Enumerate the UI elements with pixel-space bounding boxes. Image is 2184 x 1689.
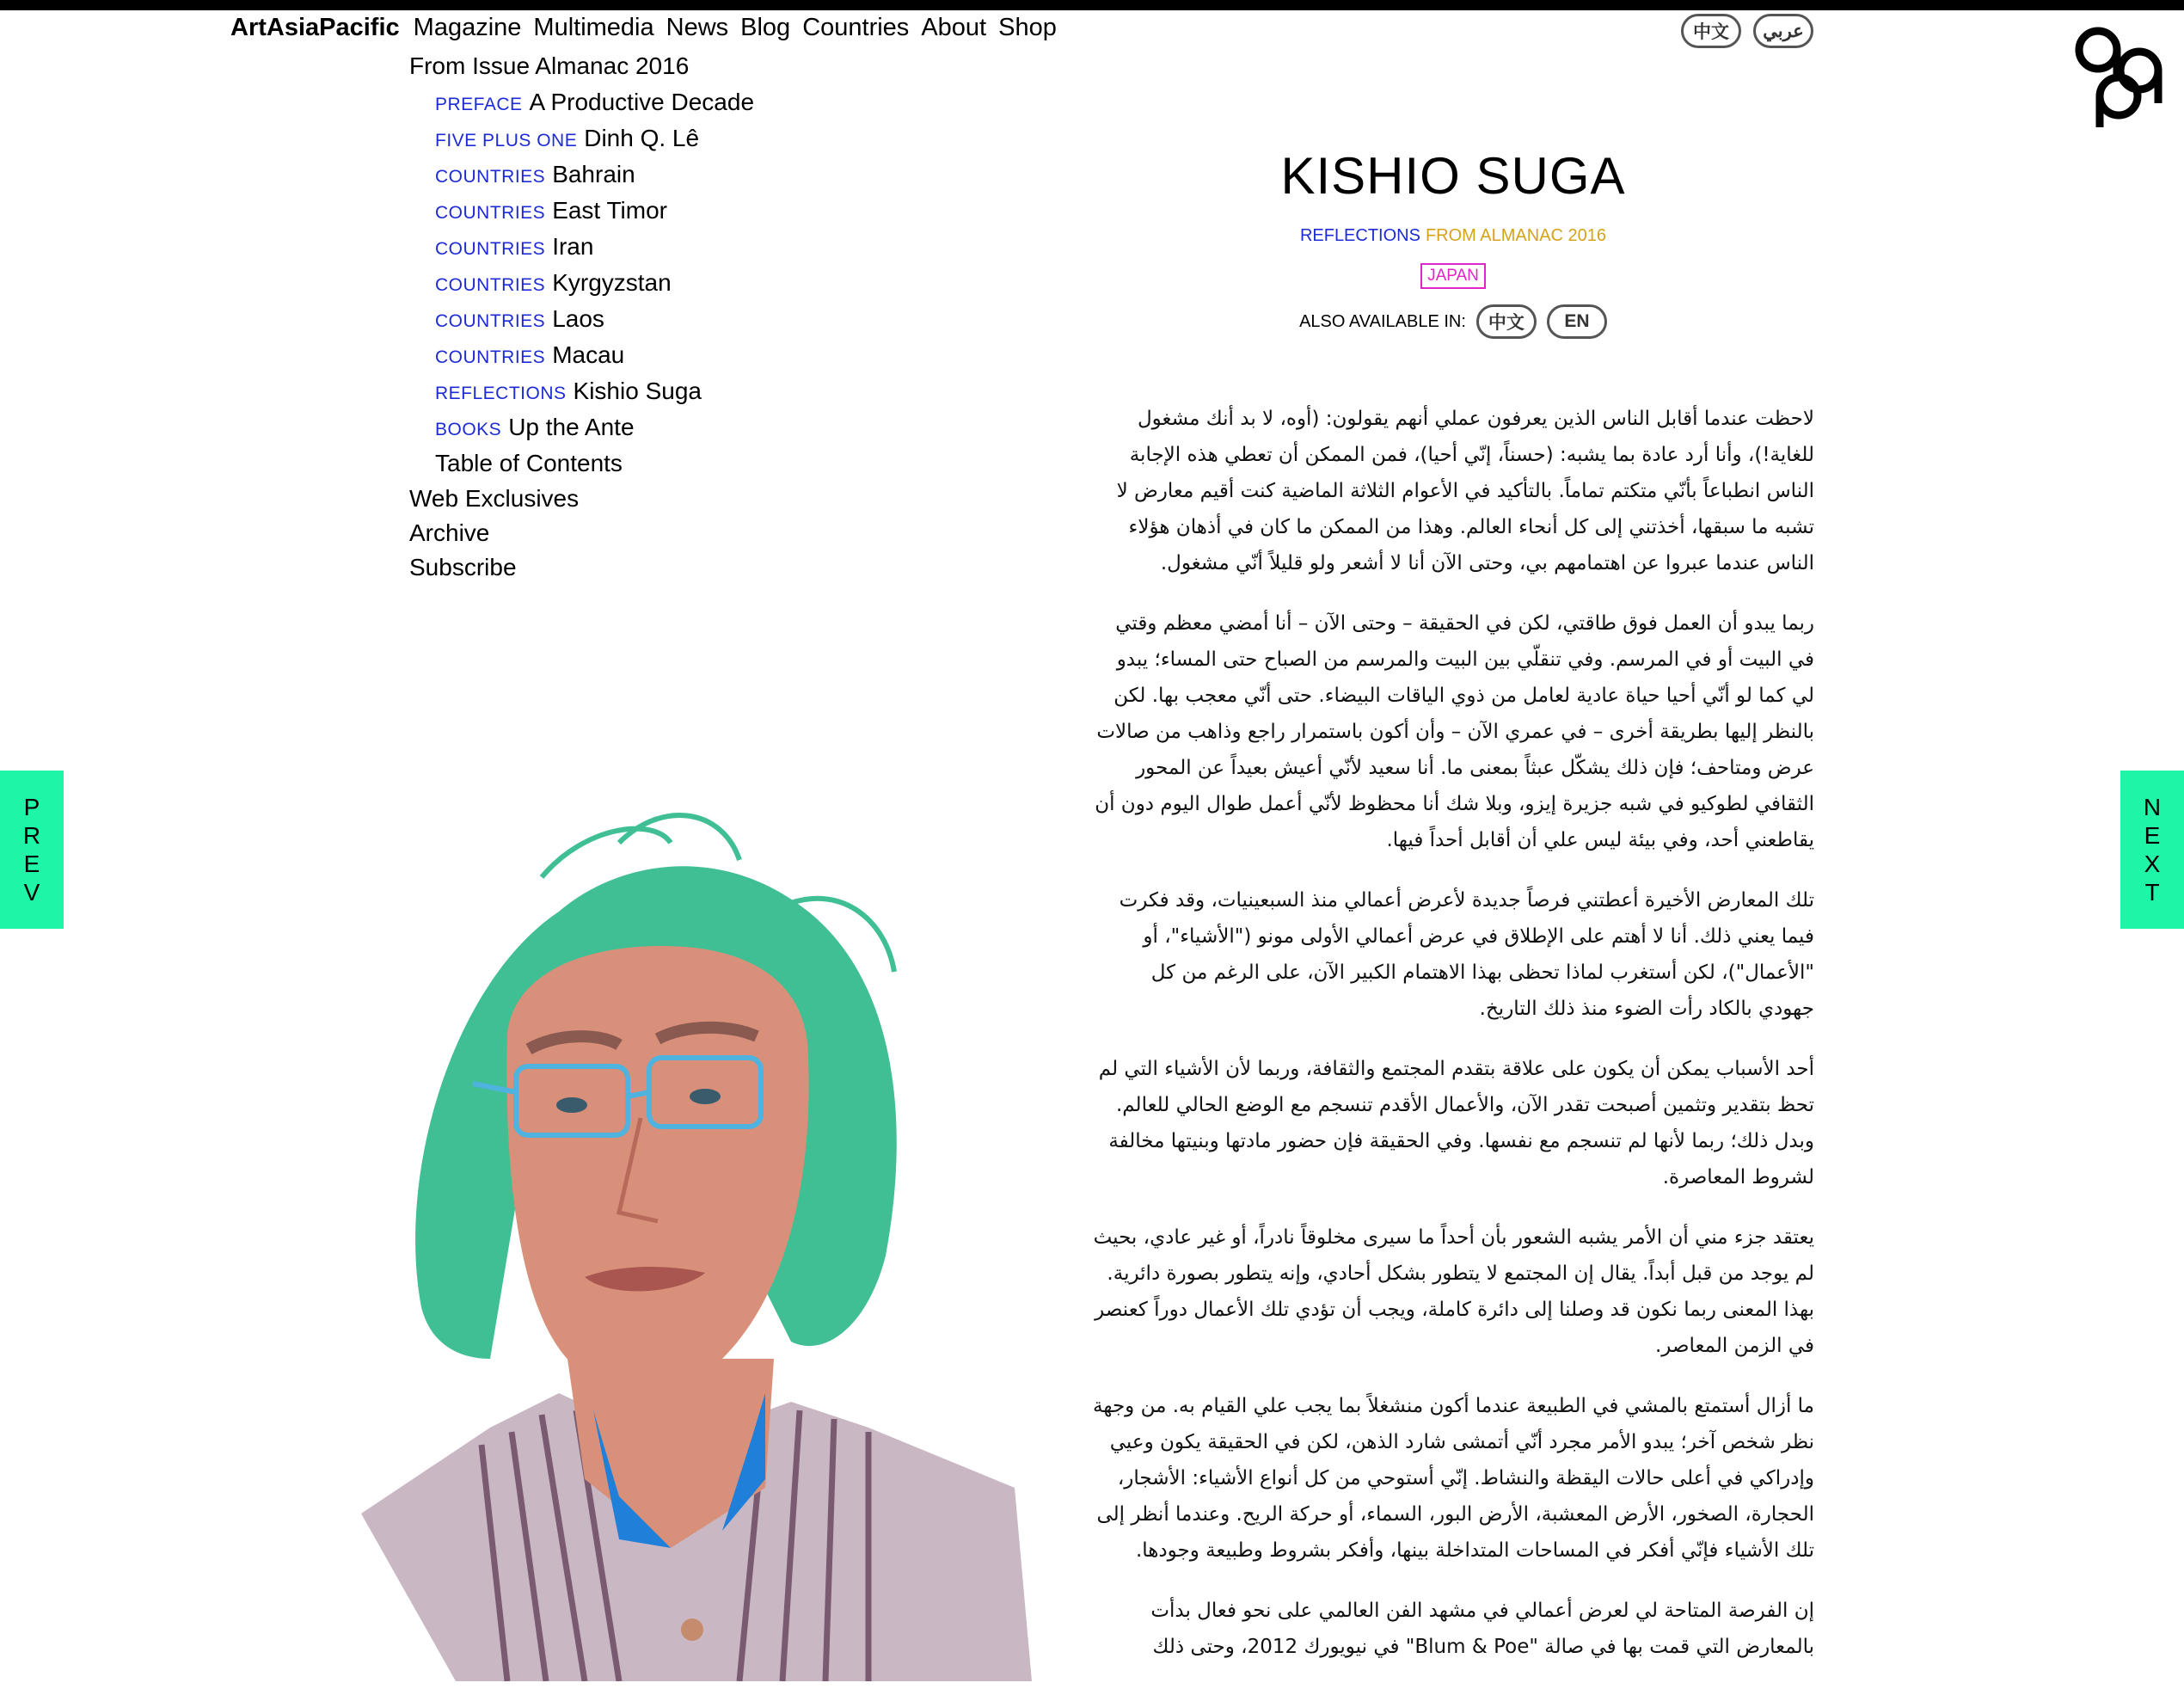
issue-label[interactable]: From Issue Almanac 2016 bbox=[409, 52, 690, 79]
menu-item[interactable] bbox=[435, 84, 754, 120]
top-border bbox=[0, 0, 2184, 10]
menu-item[interactable] bbox=[435, 301, 754, 337]
next-letter: E bbox=[2144, 822, 2161, 849]
aap-logo-icon[interactable] bbox=[2064, 17, 2177, 131]
menu-item-section: BOOKS bbox=[435, 420, 502, 439]
menu-item-title: Dinh Q. Lê bbox=[584, 125, 700, 151]
next-letter: T bbox=[2144, 879, 2160, 906]
article-header bbox=[1195, 142, 1711, 339]
brand-link[interactable]: ArtAsiaPacific bbox=[230, 14, 400, 41]
nav-item-magazine[interactable]: Magazine bbox=[413, 14, 522, 41]
menu-item[interactable] bbox=[435, 157, 754, 193]
prev-letter: P bbox=[23, 794, 40, 820]
menu-item-title: Table of Contents bbox=[435, 450, 623, 476]
subscribe-link[interactable]: Subscribe bbox=[409, 554, 517, 580]
article-meta bbox=[1195, 226, 1711, 246]
paragraph: ما أزال أستمتع بالمشي في الطبيعة عندما أكون منشغلاً بما يجب علي القيام به. من وجهة نظر شخص آخر؛ يبدو الأمر مجرد أنّي أتمشى شارد الذهن، لكن في الحقيقة يكون وعيي وإدراكي في أعلى حالات اليقظة والنشاط. إنّي أستوحي من كل أنواع الأشياء: الأشجار، الحجارة، الصخور، الأرض المعشبة، الأرض البور، السماء، أو حركة الريح. وعندما أنظر إلى تلك الأشياء فإنّي أفكر في المساحات المتداخلة بينها، وأفكر بشروط وطبيعة وجودها. bbox=[1093, 1395, 1814, 1562]
menu-item-section: FIVE PLUS ONE bbox=[435, 131, 578, 150]
menu-item-title: A Productive Decade bbox=[529, 89, 755, 115]
menu-item-title: East Timor bbox=[552, 197, 667, 224]
main-nav bbox=[230, 14, 1069, 48]
issue-menu bbox=[409, 48, 754, 585]
menu-item-title: Kishio Suga bbox=[573, 378, 702, 404]
prev-letter: E bbox=[23, 851, 40, 877]
prev-letter: V bbox=[23, 879, 40, 906]
menu-item-current[interactable] bbox=[435, 373, 754, 409]
also-english-button[interactable]: EN bbox=[1547, 304, 1607, 339]
menu-item-section: COUNTRIES bbox=[435, 167, 546, 187]
paragraph: إن الفرصة المتاحة لي لعرض أعمالي في مشهد الفن العالمي على نحو فعال بدأت بالمعارض التي قمت بها في صالة "Blum & Poe" في نيويورك 2012، وحتى ذلك bbox=[1150, 1600, 1814, 1658]
also-available-label: ALSO AVAILABLE IN: bbox=[1299, 311, 1466, 331]
next-button[interactable] bbox=[2120, 771, 2184, 929]
menu-item-section: REFLECTIONS bbox=[435, 384, 567, 403]
artist-portrait-illustration bbox=[361, 808, 1032, 1681]
menu-item[interactable] bbox=[435, 120, 754, 157]
menu-item[interactable] bbox=[435, 229, 754, 265]
lang-chinese-button[interactable]: 中文 bbox=[1681, 14, 1741, 48]
also-chinese-button[interactable]: 中文 bbox=[1476, 304, 1537, 339]
menu-item-title: Laos bbox=[552, 305, 604, 332]
language-switch bbox=[1681, 14, 1813, 48]
menu-item-title: Up the Ante bbox=[508, 414, 635, 440]
next-letter: N bbox=[2143, 794, 2162, 820]
menu-item-section: COUNTRIES bbox=[435, 311, 546, 331]
prev-letter: R bbox=[22, 822, 41, 849]
nav-item-blog[interactable]: Blog bbox=[740, 14, 791, 41]
nav-item-countries[interactable]: Countries bbox=[802, 14, 910, 41]
menu-item-toc[interactable] bbox=[435, 445, 754, 482]
menu-item-section: PREFACE bbox=[435, 95, 523, 114]
nav-item-about[interactable]: About bbox=[921, 14, 987, 41]
menu-item[interactable] bbox=[435, 337, 754, 373]
nav-item-shop[interactable]: Shop bbox=[998, 14, 1057, 41]
menu-item-title: Macau bbox=[552, 341, 625, 368]
section-link[interactable]: REFLECTIONS bbox=[1299, 226, 1420, 245]
menu-item[interactable] bbox=[435, 265, 754, 301]
menu-item[interactable] bbox=[435, 193, 754, 229]
menu-item-title: Kyrgyzstan bbox=[552, 269, 672, 296]
nav-item-news[interactable]: News bbox=[666, 14, 729, 41]
menu-item-section: COUNTRIES bbox=[435, 347, 546, 367]
menu-item-title: Iran bbox=[552, 233, 594, 260]
prev-button[interactable] bbox=[0, 771, 64, 929]
menu-item-section: COUNTRIES bbox=[435, 203, 546, 223]
paragraph: لاحظت عندما أقابل الناس الذين يعرفون عملي أنهم يقولون: (أوه، لا بد أنك مشغول للغاية!)، وأنا أرد عادة بما يشبه: (حسناً، إنّي أحيا)، فمن الممكن أن تعطي هذه الإجابة الناس انطباعاً بأنّي متكتم تماماً. بالتأكيد في الأعوام الثلاثة الماضية كنت أقيم معارض لا تشبه ما سبقها، أخذتني إلى كل أنحاء العالم. وهذا من الممكن ما كان في أذهان هؤلاء الناس عندما عبروا عن اهتمامهم بي، وحتى الآن أنا لا أشعر ولو قليلاً أنّي مشغول. bbox=[1116, 408, 1814, 574]
menu-item[interactable] bbox=[435, 409, 754, 445]
article-body bbox=[1092, 401, 1814, 1689]
next-letter: X bbox=[2144, 851, 2161, 877]
menu-item-section: COUNTRIES bbox=[435, 275, 546, 295]
paragraph: تلك المعارض الأخيرة أعطتني فرصاً جديدة لأعرض أعمالي منذ السبعينيات، وقد فكرت فيما يعني ذلك. أنا لا أهتم على الإطلاق في عرض أعمالي الأولى مونو ("الأشياء"، أو "الأعمال")، لكن أستغرب لماذا تحظى بهذا الاهتمام الكبير الآن، على الرغم من كل جهودي بالكاد رأت الضوء منذ ذلك التاريخ. bbox=[1119, 889, 1814, 1020]
issue-entries bbox=[409, 84, 754, 482]
menu-item-title: Bahrain bbox=[552, 161, 635, 187]
paragraph: ربما يبدو أن العمل فوق طاقتي، لكن في الحقيقة – وحتى الآن – أنا أمضي معظم وقتي في البيت أو في المرسم. وفي تنقلّي بين البيت والمرسم من الصباح حتى المساء؛ يبدو لي كما لو أنّي أحيا حياة عادية لعامل من ذوي الياقات البيضاء. حتى أنّي معجب بها. لكن بالنظر إليها بطريقة أخرى – في عمري الآن – وأن أكون باستمرار راجع وذاهب من صالات عرض ومتاحف؛ فإن ذلك يشكّل عبثاً بمعنى ما. أنا سعيد لأنّي أعيش بعيداً عن المحور الثقافي لطوكيو في شبه جزيرة إيزو، وبلا شك أنا محظوظ لأنّي أعمل طوال اليوم دون أن يقاطعني أحد، وفي بيئة ليس علي أن أقابل أحداً فيها. bbox=[1095, 612, 1814, 851]
web-exclusives-link[interactable]: Web Exclusives bbox=[409, 485, 580, 512]
nav-item-multimedia[interactable]: Multimedia bbox=[533, 14, 654, 41]
also-available bbox=[1195, 304, 1711, 339]
lang-arabic-button[interactable]: عربي bbox=[1753, 14, 1813, 48]
paragraph: يعتقد جزء مني أن الأمر يشبه الشعور بأن أحداً ما سيرى مخلوقاً نادراً، أو غير عادي، بحيث لم يوجد من قبل أبداً. يقال إن المجتمع لا يتطور بشكل أحادي، وإنه يتطور بصورة دائرية. بهذا المعنى ربما نكون قد وصلنا إلى دائرة كاملة، ويجب أن تؤدي تلك الأعمال دوراً كعنصر في الزمن المعاصر. bbox=[1093, 1226, 1814, 1357]
archive-link[interactable]: Archive bbox=[409, 519, 490, 546]
paragraph: أحد الأسباب يمكن أن يكون على علاقة بتقدم المجتمع والثقافة، وربما لأن الأشياء التي لم تحظ بتقدير وتثمين أصبحت تقدر الآن، والأعمال الأقدم تنسجم مع الوضع الحالي للعالم. وبدل ذلك؛ ربما لأنها لم تنسجم مع نفسها. وفي الحقيقة فإن حضور مادتها وبنيتها مخالفة لشروط المعاصرة. bbox=[1098, 1058, 1814, 1188]
country-tag[interactable]: JAPAN bbox=[1420, 263, 1486, 289]
issue-link[interactable]: FROM ALMANAC 2016 bbox=[1425, 226, 1607, 245]
menu-item-section: COUNTRIES bbox=[435, 239, 546, 259]
article-title: KISHIO SUGA bbox=[1280, 147, 1626, 205]
